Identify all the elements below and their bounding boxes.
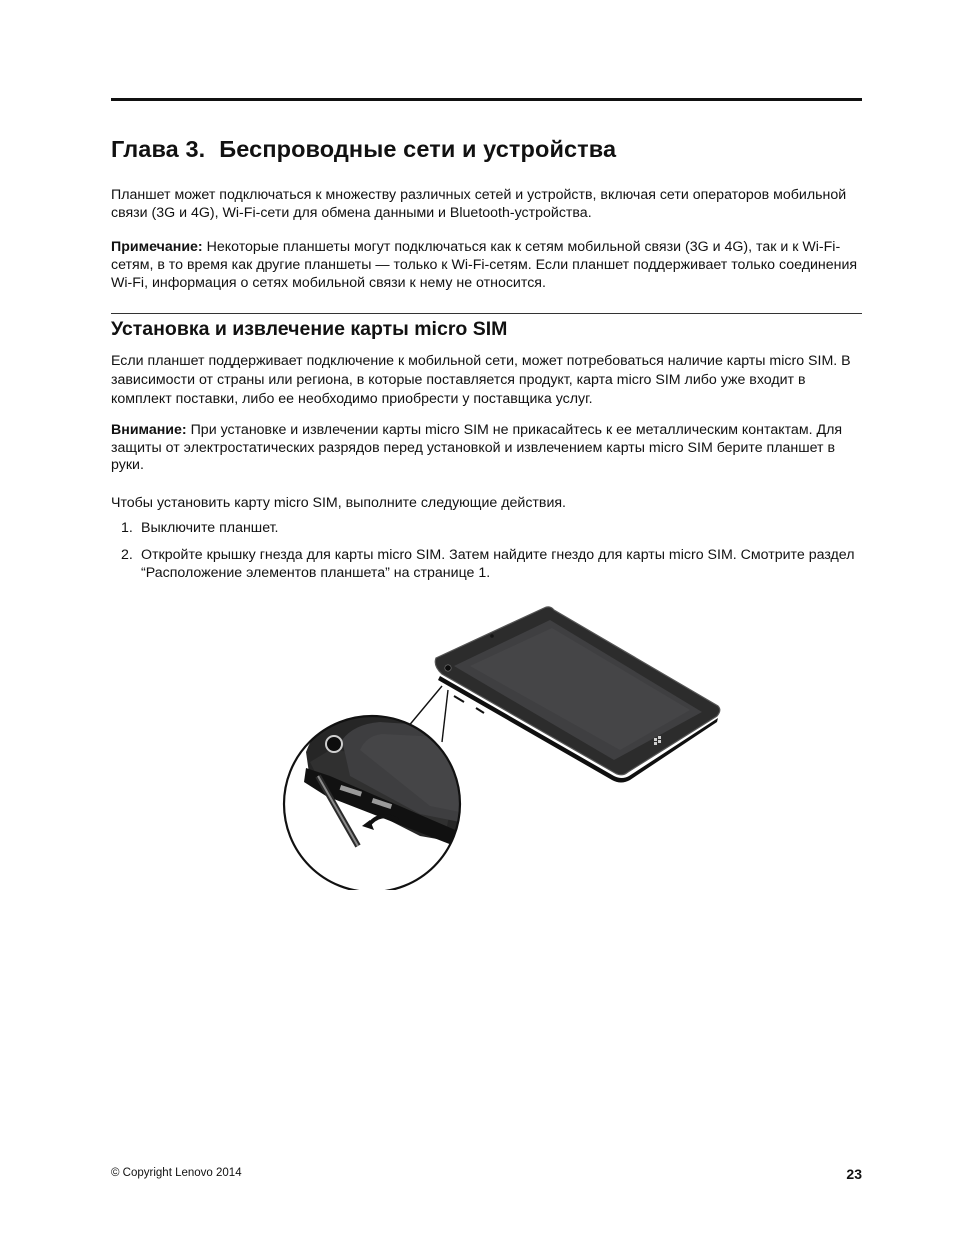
page-number: 23: [846, 1166, 862, 1182]
note-paragraph: [111, 238, 863, 292]
chapter-title: [111, 136, 616, 163]
magnified-detail: [284, 712, 500, 890]
steps-list: [111, 519, 863, 591]
section-rule: [111, 313, 862, 314]
section-title: Установка и извлечение карты micro SIM: [111, 318, 508, 340]
tablet-illustration: [435, 607, 720, 783]
note-label: Примечание:: [111, 239, 203, 255]
step-text: Откройте крышку гнезда для карты micro SIM. Затем найдите гнездо для карты micro SIM. Смотрите раздел “Расположение элементов планшета” на странице 1.: [141, 547, 855, 581]
top-rule: [111, 98, 862, 101]
steps-intro: Чтобы установить карту micro SIM, выполните следующие действия.: [111, 495, 567, 511]
section-paragraph: Если планшет поддерживает подключение к мобильной сети, может потребоваться наличие карты micro SIM. В зависимости от страны или региона, в которые поставляется продукт, карта micro SIM либо уже входит в комплект поставки, либо ее необходимо приобрести у поставщика услуг.: [111, 353, 851, 407]
step-item: [111, 519, 863, 537]
step-number: 1.: [121, 520, 133, 536]
note-text: Некоторые планшеты могут подключаться как к сетям мобильной связи (3G и 4G), так и к Wi-Fi-сетям, в то время как другие планшеты — только к Wi-Fi-сетям. Если планшет поддерживает только соединения Wi-Fi, информация о сетях мобильной связи к нему не относится.: [111, 239, 858, 291]
chapter-number: Глава 3.: [111, 136, 206, 162]
attention-text: При установке и извлечении карты micro SIM не прикасайтесь к ее металлическим контактам. Для защиты от электростатических разрядов перед установкой и извлечением карты micro SIM берите планшет в руки.: [111, 422, 843, 473]
chapter-title-text: Беспроводные сети и устройства: [219, 136, 617, 162]
step-text: Выключите планшет.: [141, 520, 279, 536]
tablet-sim-illustration: [270, 600, 730, 890]
attention-label: Внимание:: [111, 422, 187, 438]
step-item: [111, 546, 863, 582]
callout-line: [442, 690, 448, 742]
intro-paragraph: Планшет может подключаться к множеству различных сетей и устройств, включая сети операторов мобильной связи (3G и 4G), Wi-Fi-сети для обмена данными и Bluetooth-устройства.: [111, 187, 847, 221]
footer-copyright: © Copyright Lenovo 2014: [111, 1167, 242, 1179]
attention-paragraph: [111, 422, 863, 475]
step-number: 2.: [121, 547, 133, 563]
